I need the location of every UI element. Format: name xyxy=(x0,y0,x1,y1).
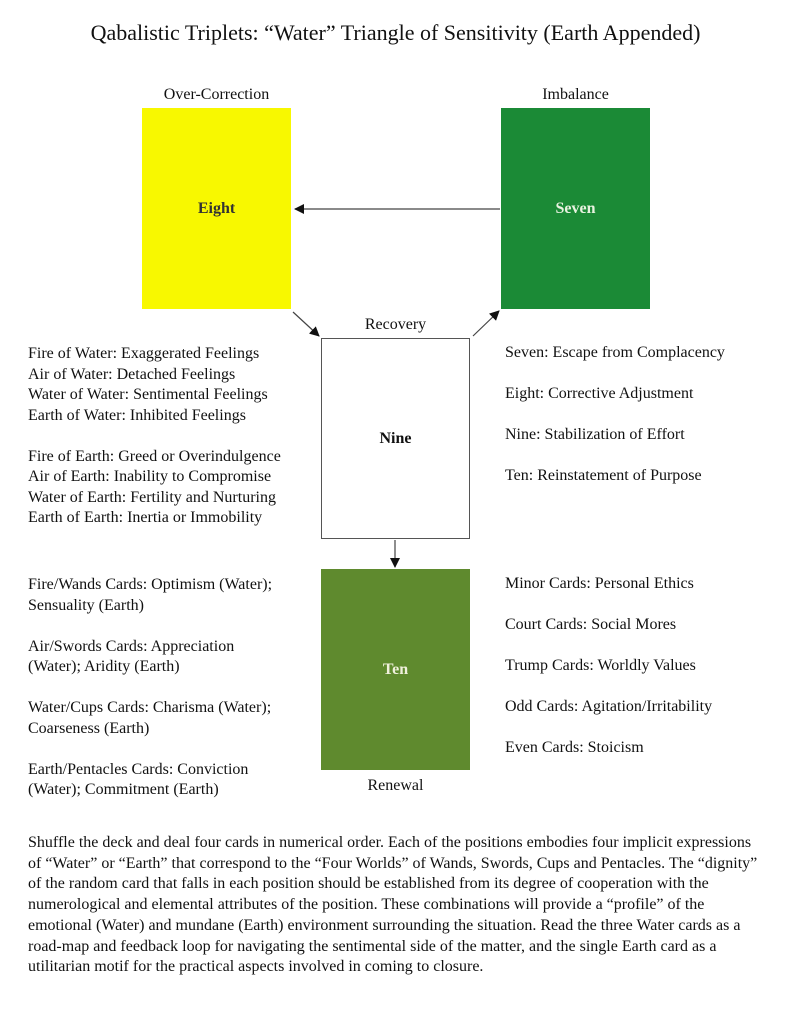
list-item: Ten: Reinstatement of Purpose xyxy=(505,467,702,484)
card-type-attributes-list xyxy=(505,575,775,780)
list-item: Earth of Water: Inhibited Feelings xyxy=(28,406,246,424)
list-item: Sensuality (Earth) xyxy=(28,596,144,614)
list-item: Nine: Stabilization of Effort xyxy=(505,426,685,443)
list-item: Fire of Earth: Greed or Overindulgence xyxy=(28,447,281,465)
list-item: Earth/Pentacles Cards: Conviction xyxy=(28,760,249,778)
numerical-attributes-list xyxy=(505,344,775,508)
label-recovery: Recovery xyxy=(364,316,427,333)
card-ten-name: Ten xyxy=(382,660,409,678)
card-nine-name: Nine xyxy=(379,429,412,447)
list-item: Air of Water: Detached Feelings xyxy=(28,365,236,383)
list-item: (Water); Commitment (Earth) xyxy=(28,781,219,798)
list-item: Trump Cards: Worldly Values xyxy=(505,657,696,674)
arrow-eight-to-nine xyxy=(293,312,319,336)
page-title: Qabalistic Triplets: “Water” Triangle of Sensitivity (Earth Appended) xyxy=(90,20,701,45)
list-item: Air of Earth: Inability to Compromise xyxy=(28,468,272,485)
list-item: Eight: Corrective Adjustment xyxy=(505,385,694,402)
label-renewal: Renewal xyxy=(367,777,424,794)
list-item: Water of Water: Sentimental Feelings xyxy=(28,386,268,403)
suit-attributes-list xyxy=(28,575,318,801)
arrow-nine-to-seven xyxy=(473,311,499,336)
label-imbalance: Imbalance xyxy=(542,86,609,103)
instructions-paragraph: Shuffle the deck and deal four cards in numerical order. Each of the positions embodies four implicit expressions of “Water” or “Earth” that correspond to the “Four Worlds” of Wands, Swords, Cups and Pentacles. The “dignity” of the random card that falls in each position should be established from its degree of cooperation with the numerological and elemental attributes of the position. These combinations will provide a “profile” of the emotional (Water) and mundane (Earth) environment surrounding the situation. Read the three Water cards as a road-map and feedback loop for navigating the sentimental side of the matter, and the single Earth card as a utilitarian motif for the practical aspects involved in coming to closure. xyxy=(28,834,758,976)
label-over-correction: Over-Correction xyxy=(163,86,270,103)
list-item: Court Cards: Social Mores xyxy=(505,616,677,633)
list-item: Even Cards: Stoicism xyxy=(505,739,644,756)
list-item: Earth of Earth: Inertia or Immobility xyxy=(28,509,263,526)
list-item: (Water); Aridity (Earth) xyxy=(28,658,180,675)
list-item: Coarseness (Earth) xyxy=(28,719,150,737)
list-item: Water of Earth: Fertility and Nurturing xyxy=(28,488,276,506)
list-item: Minor Cards: Personal Ethics xyxy=(505,575,694,592)
elemental-attributes-list xyxy=(28,344,318,529)
list-item: Odd Cards: Agitation/Irritability xyxy=(505,698,713,715)
list-item: Fire of Water: Exaggerated Feelings xyxy=(28,345,260,362)
card-seven-name: Seven xyxy=(555,199,596,217)
list-item: Water/Cups Cards: Charisma (Water); xyxy=(28,699,272,716)
list-item: Seven: Escape from Complacency xyxy=(505,344,725,361)
card-eight-name: Eight xyxy=(197,199,236,217)
list-item: Air/Swords Cards: Appreciation xyxy=(28,637,235,655)
list-item: Fire/Wands Cards: Optimism (Water); xyxy=(28,576,273,593)
